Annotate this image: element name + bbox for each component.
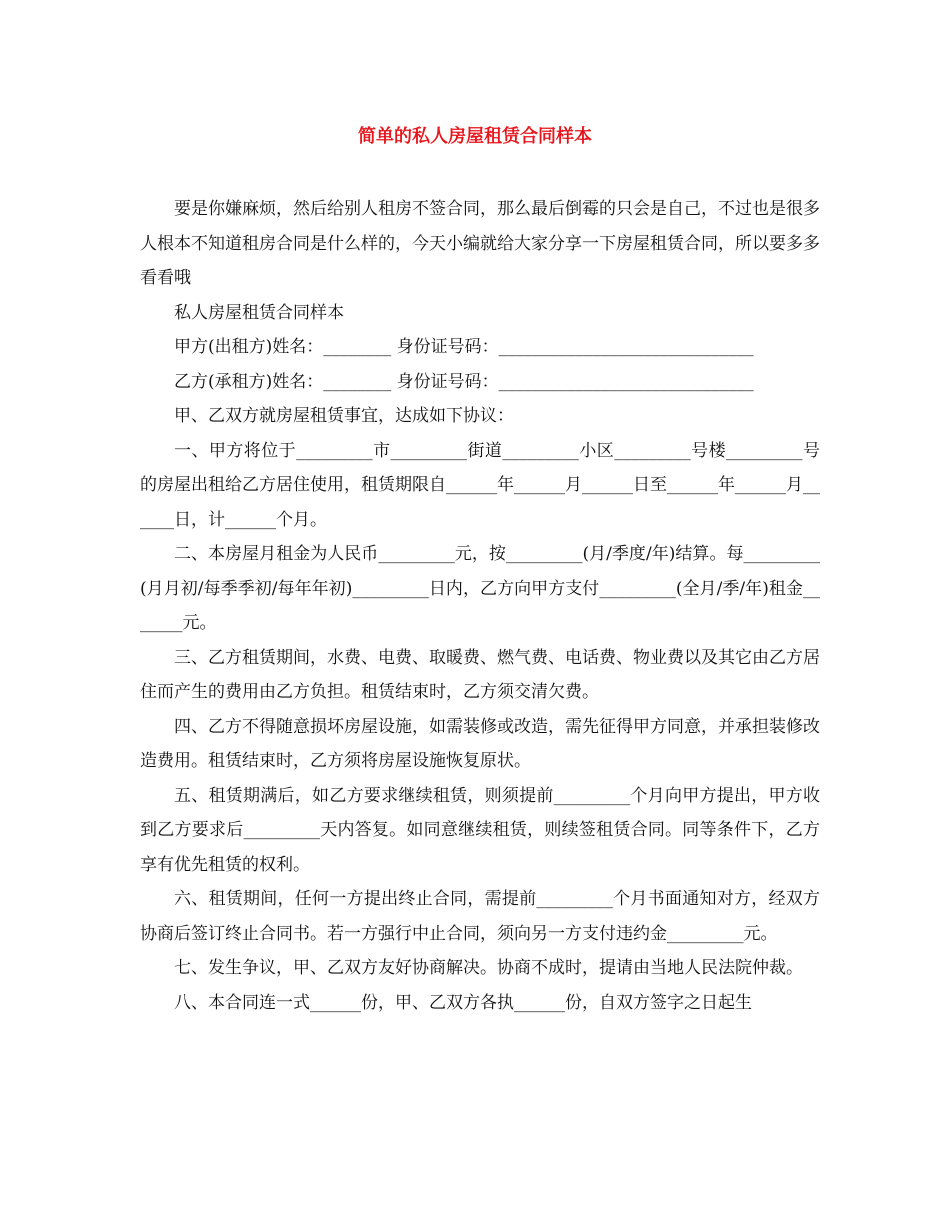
paragraph-party-a: 甲方(出租方)姓名：________ 身份证号码：______________________________ <box>174 337 754 357</box>
paragraph-agreement: 甲、乙双方就房屋租赁事宜，达成如下协议： <box>174 406 514 426</box>
paragraph-clause-8: 八、本合同连一式______份，甲、乙双方各执______份，自双方签字之日起生 <box>174 992 752 1013</box>
paragraph-clause-3: 三、乙方租赁期间，水费、电费、取暖费、燃气费、电话费、物业费以及其它由乙方居住而产生的费用由乙方负担。租赁结束时，乙方须交清欠费。 <box>140 647 820 702</box>
paragraph-clause-5: 五、租赁期满后，如乙方要求继续租赁，则须提前_________个月向甲方提出，甲方收到乙方要求后_________天内答复。如同意继续租赁，则续签租赁合同。同等条件下，乙方享有优先租赁的权利。 <box>140 785 820 875</box>
paragraph-clause-1: 一、甲方将位于_________市_________街道_________小区_________号楼_________号的房屋出租给乙方居住使用，租赁期限自______年______月______日至______年______月______日，计______个月。 <box>140 440 820 530</box>
paragraph-party-b: 乙方(承租方)姓名：________ 身份证号码：______________________________ <box>174 371 754 392</box>
paragraph-clause-2: 二、本房屋月租金为人民币_________元，按_________(月/季度/年)结算。每_________(月月初/每季季初/每年年初)_________日内，乙方向甲方支付_________(全月/季/年)租金_______元。 <box>140 544 820 633</box>
paragraph-subtitle: 私人房屋租赁合同样本 <box>174 302 344 323</box>
paragraph-clause-4: 四、乙方不得随意损坏房屋设施，如需装修或改造，需先征得甲方同意，并承担装修改造费用。租赁结束时，乙方须将房屋设施恢复原状。 <box>140 716 820 771</box>
paragraph-clause-7: 七、发生争议，甲、乙双方友好协商解决。协商不成时，提请由当地人民法院仲裁。 <box>174 958 803 978</box>
document-body <box>140 192 820 1020</box>
document-title: 简单的私人房屋租赁合同样本 <box>358 126 592 147</box>
paragraph-intro: 要是你嫌麻烦，然后给别人租房不签合同，那么最后倒霉的只会是自己，不过也是很多人根本不知道租房合同是什么样的，今天小编就给大家分享一下房屋租赁合同，所以要多多看看哦 <box>140 199 820 288</box>
paragraph-clause-6: 六、租赁期间，任何一方提出终止合同，需提前_________个月书面通知对方，经双方协商后签订终止合同书。若一方强行中止合同，须向另一方支付违约金_________元。 <box>140 889 820 944</box>
